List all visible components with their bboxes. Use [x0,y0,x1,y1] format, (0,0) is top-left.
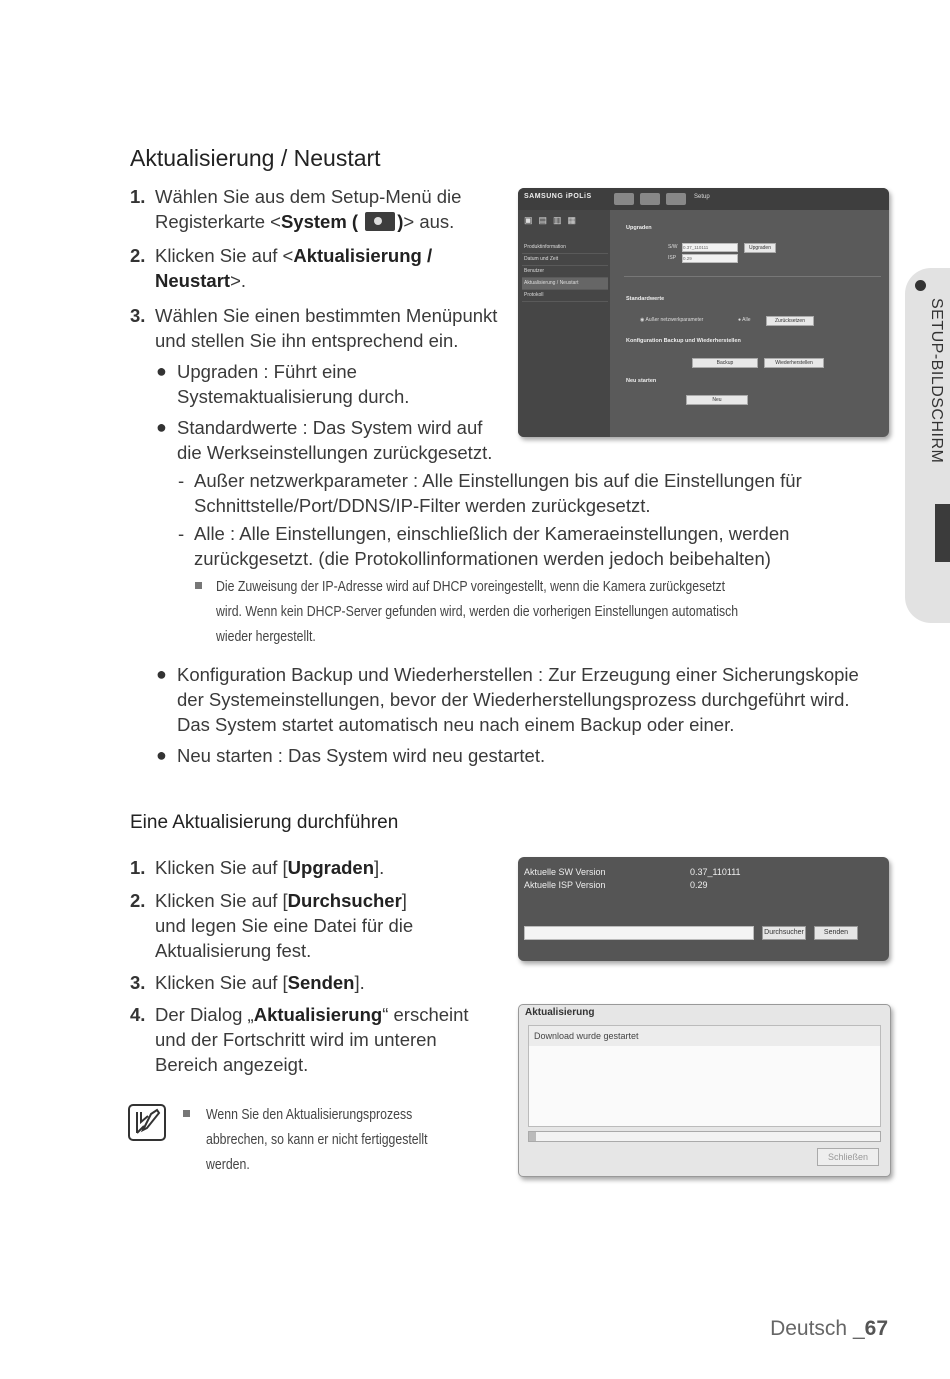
step-number: 2. [130,245,146,266]
step-number: 4. [130,1004,146,1025]
bullet-upgrade: Upgraden : Führt eine Systemaktualisierung durch. [177,361,410,407]
step-number: 2. [130,890,146,911]
gear-tab-icon [666,193,686,205]
step-number: 3. [130,305,146,326]
step-line: Registerkarte <System ( )> aus. [155,211,455,232]
dash-item-all: Alle : Alle Einstellungen, einschließlich der Kameraeinstellungen, werden zurückgesetzt. (die Protokollinformationen werden jedoch beibehalten) [194,523,790,569]
tab-marker [935,504,950,562]
step-number: 1. [130,186,146,207]
note-square-icon [183,1110,190,1117]
setup-label: Setup [694,194,710,200]
cancel-note: Wenn Sie den Aktualisierungsprozess abbrechen, so kann er nicht fertiggestellt werden. [206,1106,428,1173]
browse-button: Durchsucher [762,926,806,940]
dash-icon: - [178,470,185,491]
menu-item: Datum und Zeit [522,254,608,266]
step-number: 3. [130,972,146,993]
dialog-log-area [528,1025,881,1127]
setup-sidebar [518,210,610,437]
bullet-backup: Konfiguration Backup und Wiederherstellen : Zur Erzeugung einer Sicherungskopie der Systemeinstellungen, bevor der Wiederherstellungsprozess durchgeführt wird. Das System startet automatisch neu nach einem Backup oder einer. [177,664,859,735]
dhcp-note: Die Zuweisung der IP-Adresse wird auf DHCP voreingestellt, wenn die Kamera zurückgesetzt wird. Wenn kein DHCP-Server gefunden wird, werden die vorherigen Einstellungen automatisch wieder hergestellt. [216,578,739,645]
radio-option: ◉ Außer netzwerkparameter [640,317,704,323]
step-number: 1. [130,857,146,878]
step-text: Klicken Sie auf [Durchsucher] und legen Sie eine Datei für die Aktualisierung fest. [155,890,414,961]
version-screenshot: Aktuelle SW Version Aktuelle ISP Version 0.37_110111 0.29 Durchsucher Senden [518,857,889,961]
logo: SAMSUNG iPOLiS [524,193,592,200]
setup-screenshot [518,188,889,437]
subsection-title: Eine Aktualisierung durchführen [130,812,399,833]
menu-item-selected: Aktualisierung / Neustart [522,278,608,290]
step-line: Wählen Sie aus dem Setup-Menü die [155,186,462,207]
system-tab-icon [365,212,395,231]
search-tab-icon [640,193,660,205]
note-square-icon [195,582,202,589]
bullet-icon: ● [156,745,167,765]
step-text: Klicken Sie auf [Upgraden]. [155,857,385,878]
dialog-title: Aktualisierung [525,1007,595,1018]
step-text: Klicken Sie auf <Aktualisierung / Neustart>. [155,245,433,291]
menu-item: Produktinformation [522,242,608,254]
menu-item: Protokoll [522,290,608,302]
category-icons: ▣▤▥▦ [524,215,583,225]
dash-item-network: Außer netzwerkparameter : Alle Einstellungen bis auf die Einstellungen für Schnittstelle/Port/DDNS/IP-Filter werden zurückgesetzt. [194,470,802,516]
dash-icon: - [178,523,185,544]
update-dialog [518,1004,891,1177]
bullet-icon [915,280,926,291]
bullet-icon: ● [156,417,167,437]
send-button: Senden [814,926,858,940]
close-button: Schließen [817,1148,879,1166]
chapter-label: SETUP-BILDSCHIRM [928,298,945,464]
note-icon [128,1104,166,1141]
file-path-input [524,926,754,940]
bullet-restart: Neu starten : Das System wird neu gestartet. [177,745,546,766]
progress-bar [528,1131,881,1142]
chapter-side-tab [905,268,950,623]
page-number: Deutsch _67 [770,1317,888,1340]
bullet-icon: ● [156,664,167,684]
radio-option: ● Alle [738,317,751,323]
step-text: Der Dialog „Aktualisierung“ erscheint und der Fortschritt wird im unteren Bereich angezeigt. [155,1004,469,1075]
screenshot-header [518,188,889,210]
bullet-defaults: Standardwerte : Das System wird auf die Werkseinstellungen zurückgesetzt. [177,417,493,463]
menu-item: Benutzer [522,266,608,278]
step-text: Wählen Sie einen bestimmten Menüpunkt und stellen Sie ihn entsprechend ein. [155,305,498,351]
step-text: Klicken Sie auf [Senden]. [155,972,365,993]
dialog-message: Download wurde gestartet [534,1031,639,1041]
setup-main: Upgraden S/W 0.37_110111 Upgraden ISP 0.29 Standardwerte ◉ Außer netzwerkparameter ● Alle Zurücksetzen Konfiguration Backup und Wiederherstellen Backup Wiederherstellen Neu starten Neu [616,210,889,437]
bullet-icon: ● [156,361,167,381]
step-text [155,184,461,234]
section-title: Aktualisierung / Neustart [130,145,381,171]
monitor-tab-icon [614,193,634,205]
